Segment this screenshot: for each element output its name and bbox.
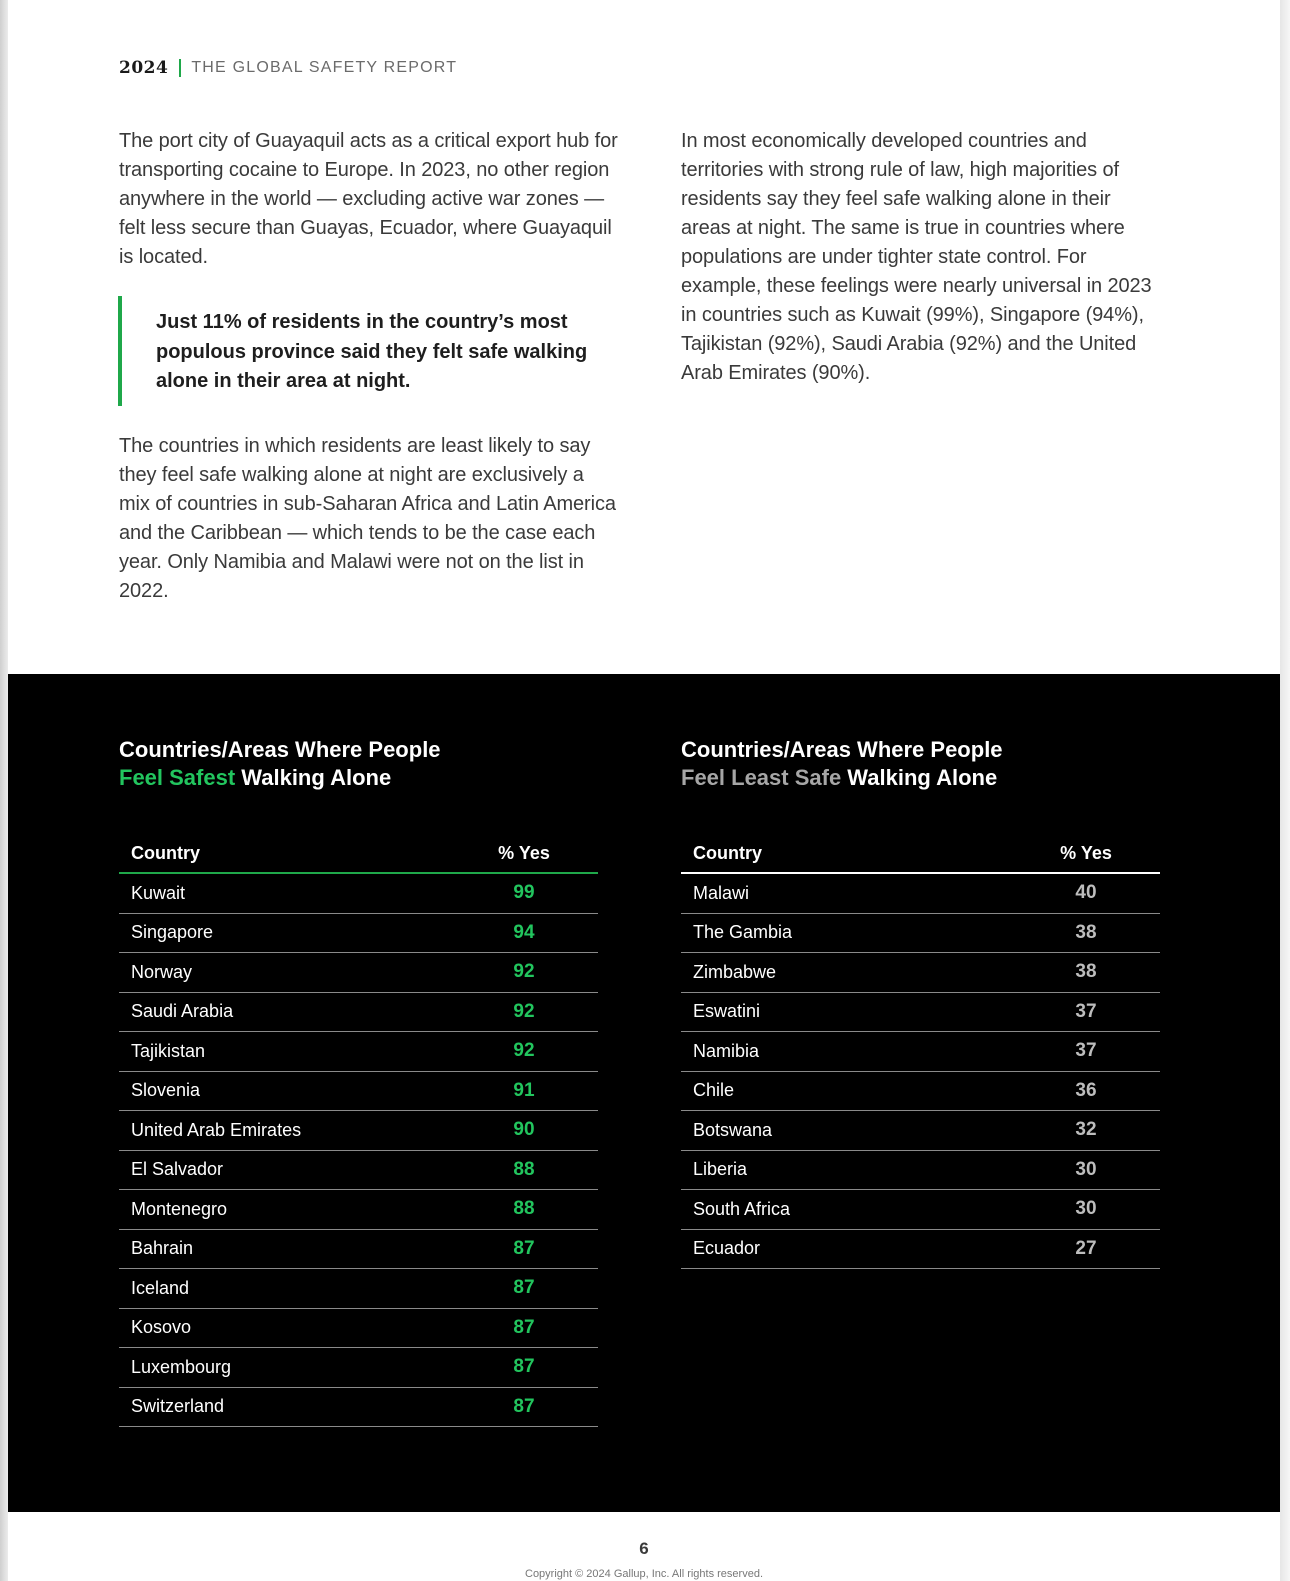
country-name: Norway bbox=[131, 961, 193, 982]
percent-yes-value: 30 bbox=[1075, 1198, 1097, 1220]
country-name: Tajikistan bbox=[131, 1040, 206, 1061]
table-row bbox=[119, 874, 598, 914]
table-row bbox=[119, 953, 598, 993]
page-number: 6 bbox=[639, 1539, 649, 1558]
country-name: Slovenia bbox=[131, 1080, 201, 1101]
percent-yes-value: 32 bbox=[1075, 1119, 1097, 1141]
percent-yes-value: 87 bbox=[513, 1395, 535, 1417]
table-row bbox=[119, 1309, 598, 1349]
table-row bbox=[681, 993, 1160, 1033]
table-row bbox=[119, 993, 598, 1033]
percent-yes-value: 87 bbox=[513, 1316, 535, 1338]
country-name: Kuwait bbox=[131, 882, 186, 903]
table-row bbox=[681, 1230, 1160, 1270]
country-name: Zimbabwe bbox=[693, 961, 777, 982]
header-divider bbox=[179, 59, 181, 77]
country-name: Iceland bbox=[131, 1277, 190, 1298]
percent-yes-value: 92 bbox=[513, 1000, 535, 1022]
percent-yes-value: 38 bbox=[1075, 921, 1097, 943]
least-safe-title-highlight: Feel Least Safe bbox=[681, 765, 842, 790]
safest-title-line1: Countries/Areas Where People bbox=[119, 737, 441, 762]
percent-yes-value: 88 bbox=[513, 1198, 535, 1220]
paragraph-developed-countries: In most economically developed countries and territories with strong rule of law, high majorities of residents say they feel safe walking alone in their areas at night. The same is true in countries where populations are under tighter state control. For example, these feelings were nearly universal in 2023 in countries such as Kuwait (99%), Singapore (94%), Tajikistan (92%), Saudi Arabia (92%) and the United Arab Emirates (90%). bbox=[681, 130, 1152, 384]
percent-yes-value: 30 bbox=[1075, 1158, 1097, 1180]
safest-title-highlight: Feel Safest bbox=[119, 765, 236, 790]
percent-yes-value: 37 bbox=[1075, 1000, 1097, 1022]
country-name: Bahrain bbox=[131, 1238, 194, 1259]
country-name: South Africa bbox=[693, 1198, 791, 1219]
least-safe-table-title bbox=[681, 736, 1003, 792]
table-row bbox=[119, 1072, 598, 1112]
report-page bbox=[8, 0, 1280, 1581]
country-name: Eswatini bbox=[693, 1001, 761, 1022]
percent-yes-value: 88 bbox=[513, 1158, 535, 1180]
safest-table bbox=[119, 834, 598, 1427]
percent-yes-value: 92 bbox=[513, 1040, 535, 1062]
least-safe-col-pct: % Yes bbox=[1060, 842, 1112, 863]
least-safe-title-rest: Walking Alone bbox=[841, 765, 998, 790]
least-safe-table-header bbox=[681, 834, 1160, 874]
country-name: Singapore bbox=[131, 922, 214, 943]
percent-yes-value: 91 bbox=[513, 1079, 535, 1101]
table-row bbox=[119, 1269, 598, 1309]
table-row bbox=[119, 1111, 598, 1151]
country-name: Liberia bbox=[693, 1159, 748, 1180]
country-name: Botswana bbox=[693, 1119, 773, 1140]
percent-yes-value: 94 bbox=[513, 921, 535, 943]
safest-title-rest: Walking Alone bbox=[235, 765, 392, 790]
safest-table-header bbox=[119, 834, 598, 874]
copyright-notice: Copyright © 2024 Gallup, Inc. All rights reserved. bbox=[525, 1568, 763, 1580]
table-row bbox=[119, 1388, 598, 1428]
safest-col-country: Country bbox=[131, 842, 200, 863]
header-year: 2024 bbox=[119, 58, 169, 78]
table-row bbox=[681, 1072, 1160, 1112]
table-row bbox=[681, 1190, 1160, 1230]
header-title: THE GLOBAL SAFETY REPORT bbox=[191, 59, 458, 76]
country-name: The Gambia bbox=[693, 922, 793, 943]
safest-table-title bbox=[119, 736, 441, 792]
percent-yes-value: 27 bbox=[1075, 1237, 1097, 1259]
country-name: Kosovo bbox=[131, 1317, 192, 1338]
percent-yes-value: 87 bbox=[513, 1277, 535, 1299]
safest-table-body bbox=[119, 874, 598, 1427]
least-safe-col-country: Country bbox=[693, 842, 762, 863]
pull-quote bbox=[118, 296, 618, 406]
percent-yes-value: 90 bbox=[513, 1119, 535, 1141]
percent-yes-value: 38 bbox=[1075, 961, 1097, 983]
least-safe-title-line2 bbox=[681, 764, 1003, 792]
table-row bbox=[119, 1032, 598, 1072]
least-safe-title-line1: Countries/Areas Where People bbox=[681, 737, 1003, 762]
table-row bbox=[119, 1348, 598, 1388]
table-row bbox=[119, 1230, 598, 1270]
percent-yes-value: 92 bbox=[513, 961, 535, 983]
country-name: Ecuador bbox=[693, 1238, 761, 1259]
percent-yes-value: 40 bbox=[1075, 882, 1097, 904]
percent-yes-value: 99 bbox=[513, 882, 535, 904]
country-name: Saudi Arabia bbox=[131, 1001, 234, 1022]
least-safe-table-body bbox=[681, 874, 1160, 1269]
table-row bbox=[681, 1032, 1160, 1072]
running-header bbox=[119, 58, 457, 78]
table-row bbox=[119, 914, 598, 954]
pull-quote-text: Just 11% of residents in the country’s most populous province said they felt safe walking alone in their area at night. bbox=[156, 311, 588, 392]
percent-yes-value: 37 bbox=[1075, 1040, 1097, 1062]
table-row bbox=[681, 1111, 1160, 1151]
paragraph-least-likely: The countries in which residents are least likely to say they feel safe walking alone at night are exclusively a mix of countries in sub-Saharan Africa and Latin America and the Caribbean — which tends to be the case each year. Only Namibia and Malawi were not on the list in 2022. bbox=[119, 435, 616, 602]
country-name: Montenegro bbox=[131, 1198, 228, 1219]
safest-col-pct: % Yes bbox=[498, 842, 550, 863]
country-name: Malawi bbox=[693, 882, 750, 903]
percent-yes-value: 36 bbox=[1075, 1079, 1097, 1101]
safest-title-line2 bbox=[119, 764, 441, 792]
percent-yes-value: 87 bbox=[513, 1237, 535, 1259]
table-row bbox=[681, 1151, 1160, 1191]
table-row bbox=[681, 874, 1160, 914]
table-row bbox=[681, 914, 1160, 954]
country-name: Namibia bbox=[693, 1040, 760, 1061]
table-row bbox=[119, 1151, 598, 1191]
country-name: Luxembourg bbox=[131, 1356, 232, 1377]
country-name: El Salvador bbox=[131, 1159, 224, 1180]
table-row bbox=[681, 953, 1160, 993]
percent-yes-value: 87 bbox=[513, 1356, 535, 1378]
pull-quote-bar bbox=[118, 296, 122, 406]
viewer-left-edge bbox=[0, 0, 8, 1581]
least-safe-table bbox=[681, 834, 1160, 1269]
country-name: United Arab Emirates bbox=[131, 1119, 302, 1140]
table-row bbox=[119, 1190, 598, 1230]
viewer-right-edge bbox=[1280, 0, 1290, 1581]
country-name: Switzerland bbox=[131, 1396, 225, 1417]
paragraph-guayaquil: The port city of Guayaquil acts as a critical export hub for transporting cocaine to Europe. In 2023, no other region anywhere in the world — excluding active war zones — felt less secure than Guayas, Ecuador, where Guayaquil is located. bbox=[119, 130, 618, 268]
country-name: Chile bbox=[693, 1080, 735, 1101]
